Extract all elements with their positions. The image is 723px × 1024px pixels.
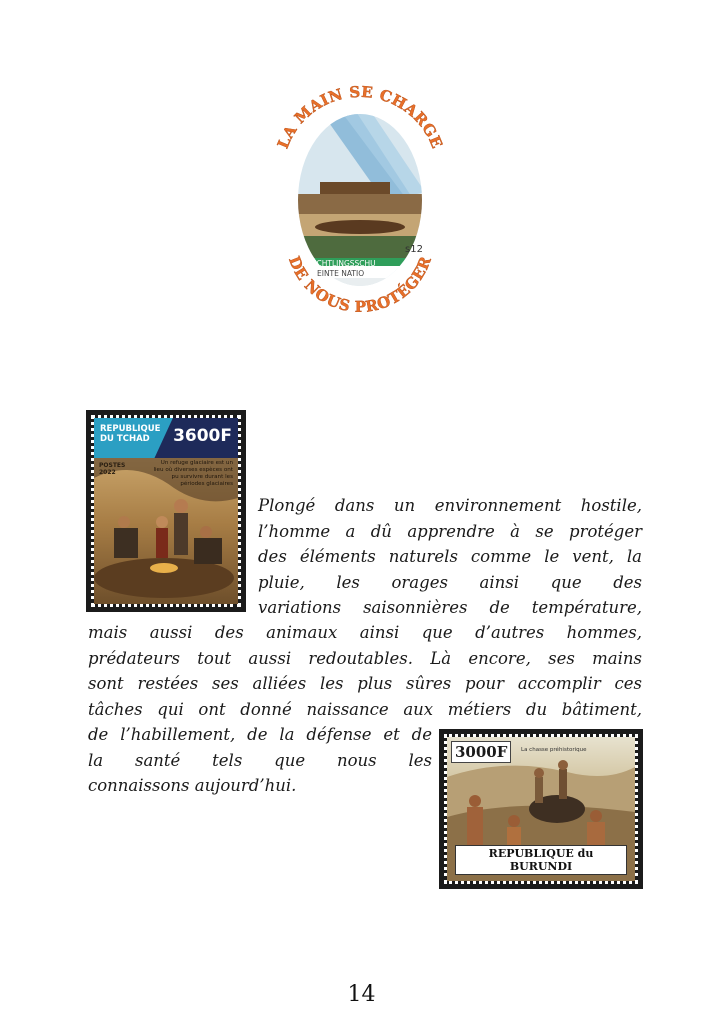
text-line: connaissons aujourd’hui. bbox=[88, 776, 297, 796]
text-line: prédateurs tout aussi redoutables. Là encore, ses mains bbox=[88, 648, 642, 668]
emblem-stamp-value: s12 bbox=[405, 244, 423, 255]
stamp-burundi-value: 3000F bbox=[451, 741, 511, 763]
text-line: pluie, les orages ainsi que des bbox=[258, 572, 642, 592]
text-line: des éléments naturels comme le vent, la bbox=[258, 547, 642, 567]
text-line: variations saisonnières de température, bbox=[258, 598, 642, 618]
emblem-graphic bbox=[265, 82, 455, 312]
emblem-arc-top: LA MAIN SE CHARGE bbox=[273, 82, 447, 152]
text-line: mais aussi des animaux ainsi que d’autres hommes, bbox=[88, 623, 642, 642]
emblem-stamp-text-1: ÜCHTLINGSSCHU bbox=[311, 259, 376, 268]
stamp-tchad-postes-label: POSTES bbox=[99, 462, 126, 469]
page-number: 14 bbox=[347, 982, 376, 1007]
paragraph-right-of-stamp bbox=[258, 493, 642, 621]
stamp-tchad bbox=[86, 410, 246, 612]
text-line: de l’habillement, de la défense et de bbox=[88, 725, 432, 744]
title-emblem bbox=[265, 82, 455, 312]
stamp-tchad-year: 2022 bbox=[99, 469, 116, 476]
text-line: la santé tels que nous les bbox=[88, 750, 432, 770]
stamp-tchad-postes bbox=[99, 462, 125, 476]
text-line: sont restées ses alliées les plus sûres pour accomplir ces bbox=[88, 674, 642, 694]
stamp-burundi bbox=[439, 729, 643, 889]
stamp-tchad-frame bbox=[91, 415, 241, 607]
text-line: l’homme a dû apprendre à se protéger bbox=[258, 521, 642, 541]
stamp-burundi-caption: La chasse préhistorique bbox=[521, 747, 587, 753]
emblem-arc-bottom: DE NOUS PROTÉGER bbox=[284, 253, 435, 312]
text-line: tâches qui ont donné naissance aux métiers du bâtiment, bbox=[88, 699, 642, 719]
text-line: Plongé dans un environnement hostile, bbox=[258, 496, 642, 515]
stamp-burundi-country: REPUBLIQUE du BURUNDI bbox=[455, 845, 627, 875]
paragraph-full-width bbox=[88, 620, 642, 722]
stamp-burundi-frame bbox=[444, 734, 638, 884]
stamp-tchad-caption: Un refuge glaciaire est un lieu où diverses espèces ont pu survivre durant les périodes glaciaires bbox=[153, 460, 233, 487]
paragraph-left-of-stamp bbox=[88, 722, 432, 799]
stamp-tchad-country: REPUBLIQUE DU TCHAD bbox=[100, 424, 161, 444]
emblem-stamp-text-2: EINTE NATIO bbox=[317, 269, 365, 278]
stamp-tchad-header bbox=[94, 418, 238, 458]
stamp-tchad-value: 3600F bbox=[173, 426, 232, 446]
